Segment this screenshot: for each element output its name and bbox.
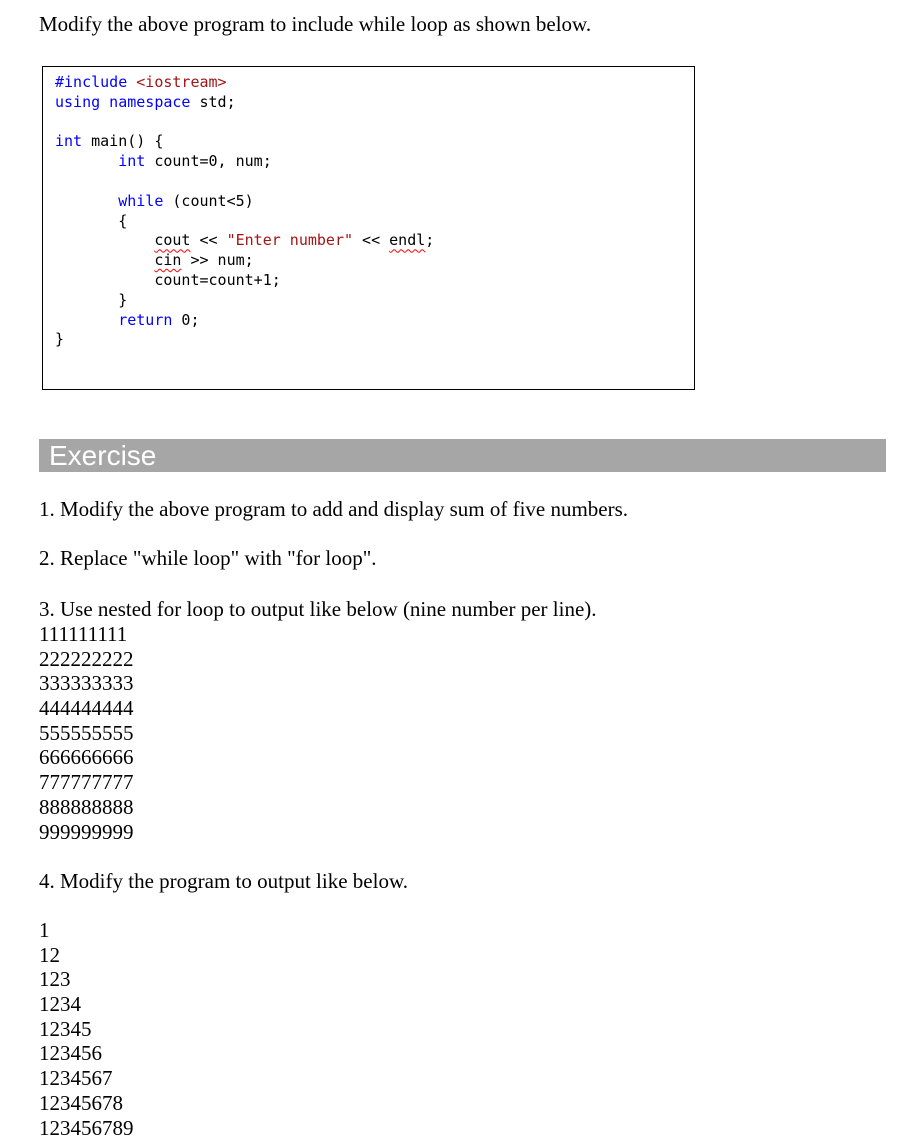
code-line-main: int main() { (55, 132, 164, 151)
output-line: 444444444 (39, 696, 134, 721)
output-line: 333333333 (39, 671, 134, 696)
code-block (42, 66, 695, 390)
output-line: 12 (39, 942, 60, 967)
code-line-include: #include <iostream> (55, 73, 227, 91)
code-line-open-brace: { (118, 211, 128, 230)
output-line: 1234567 (39, 1066, 113, 1091)
exercise-item-3: 3. Use nested for loop to output like below (nine number per line). (39, 597, 597, 621)
output-line: 12345 (39, 1016, 92, 1041)
code-line-decl: int count=0, num; (118, 152, 272, 171)
output-line: 1 (39, 918, 50, 942)
output-line: 555555555 (39, 720, 134, 745)
code-line-increment: count=count+1; (154, 270, 281, 289)
output-line: 888888888 (39, 794, 134, 819)
output-line: 123456 (39, 1041, 102, 1066)
code-line-while: while (count<5) (118, 191, 254, 210)
exercise-item-4: 4. Modify the program to output like below. (39, 869, 408, 893)
exercise-item-1: 1. Modify the above program to add and display sum of five numbers. (39, 497, 629, 521)
output-line: 666666666 (39, 745, 134, 770)
output-line: 111111111 (39, 622, 128, 646)
output-line: 12345678 (39, 1090, 123, 1115)
code-listing (55, 73, 434, 350)
output-line: 123456789 (39, 1115, 134, 1140)
exercise-heading-bar (39, 439, 886, 472)
code-line-return: return 0; (118, 310, 200, 329)
exercise-item-2: 2. Replace "while loop" with "for loop". (39, 546, 377, 570)
output-block-triangle (39, 918, 134, 1140)
code-line-cout: cout << "Enter number" << endl; (154, 231, 435, 250)
intro-text: Modify the above program to include while loop as shown below. (39, 12, 592, 36)
output-line: 222222222 (39, 646, 134, 671)
code-line-using: using namespace std; (55, 92, 236, 111)
code-line-close-brace: } (118, 290, 128, 309)
output-line: 123 (39, 967, 71, 992)
exercise-heading: Exercise (49, 440, 157, 471)
output-line: 1234 (39, 992, 81, 1017)
code-line-cin: cin >> num; (154, 251, 254, 270)
output-line: 999999999 (39, 819, 134, 844)
output-block-repeated-digits (39, 622, 134, 844)
code-line-main-close: } (55, 330, 65, 349)
output-line: 777777777 (39, 770, 134, 795)
